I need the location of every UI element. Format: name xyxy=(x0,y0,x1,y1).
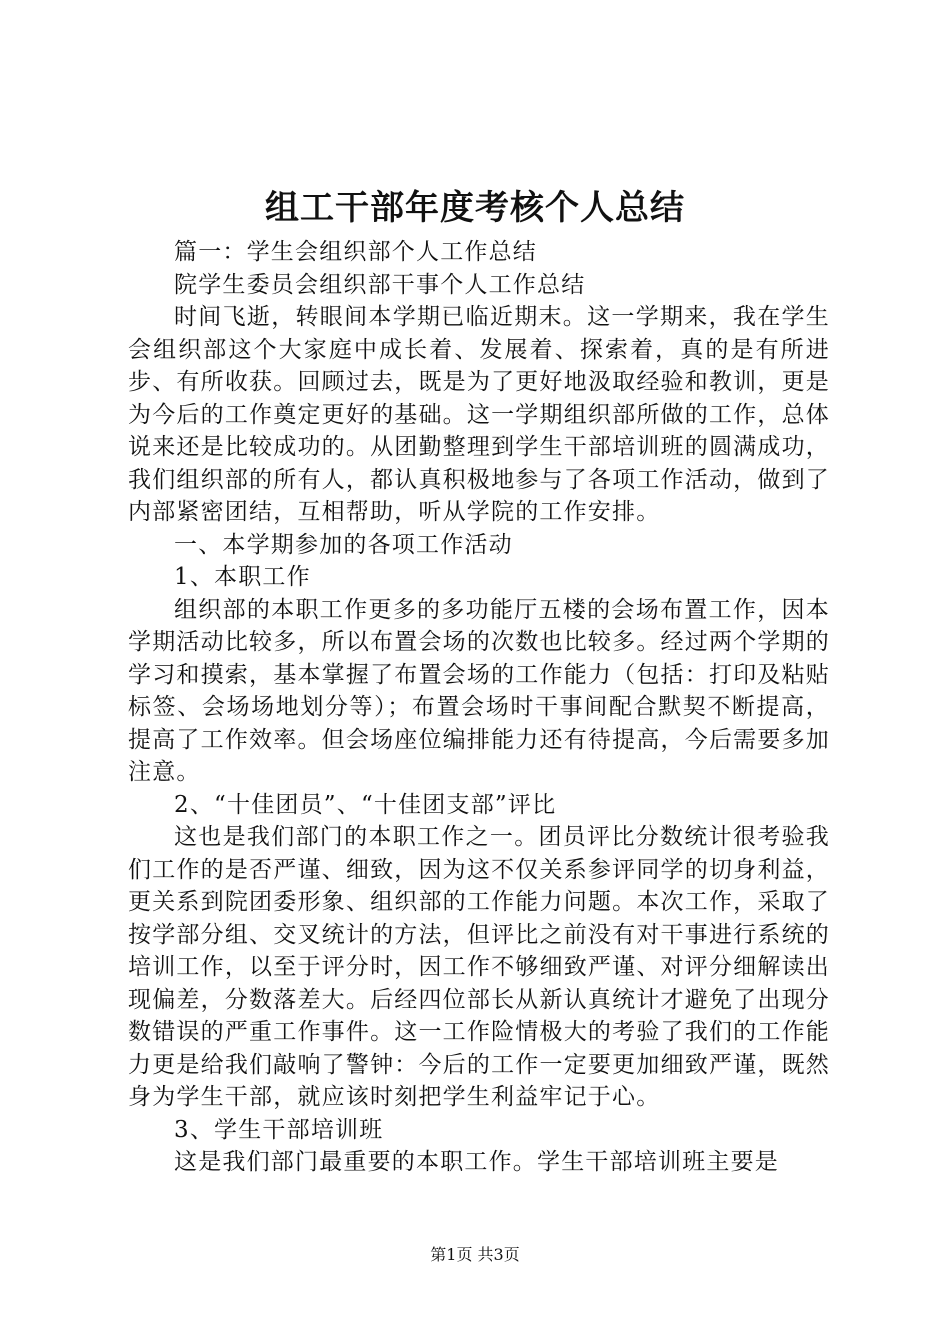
section-heading: 篇一：学生会组织部个人工作总结 xyxy=(174,239,537,265)
section-heading: 一、本学期参加的各项工作活动 xyxy=(174,531,513,558)
document-title: 组工干部年度考核个人总结 xyxy=(265,188,685,228)
paragraph: 这也是我们部门的本职工作之一。团员评比分数统计很考验我们工作的是否严谨、细致，因为这不仅关系参评同学的切身利益，更关系到院团委形象、组织部的工作能力问题。本次工作，采取了按学部分组、交叉统计的方法，但评比之前没有对干事进行系统的培训工作，以至于评分时，因工作不够细致严谨、对评分细解读出现偏差，分数落差大。后经四位部长从新认真统计才避免了出现分数错误的严重工作事件。这一工作险情极大的考验了我们的工作能力更是给我们敲响了警钟：今后的工作一定要更加细致严谨，既然身为学生干部，就应该时刻把学生利益牢记于心。 xyxy=(128,824,830,1110)
document-body xyxy=(128,236,830,1179)
subsection-heading: 2、“十佳团员”、“十佳团支部”评比 xyxy=(174,791,557,818)
paragraph: 组织部的本职工作更多的多功能厅五楼的会场布置工作，因本学期活动比较多，所以布置会场的次数也比较多。经过两个学期的学习和摸索，基本掌握了布置会场的工作能力（包括：打印及粘贴标签、会场场地划分等）；布置会场时干事间配合默契不断提高，提高了工作效率。但会场座位编排能力还有待提高，今后需要多加注意。 xyxy=(128,596,830,785)
subsection-heading: 3、学生干部培训班 xyxy=(174,1116,384,1143)
subtitle: 院学生委员会组织部干事个人工作总结 xyxy=(174,271,586,298)
paragraph: 时间飞逝，转眼间本学期已临近期末。这一学期来，我在学生会组织部这个大家庭中成长着、发展着、探索着，真的是有所进步、有所收获。回顾过去，既是为了更好地汲取经验和教训，更是为今后的工作奠定更好的基础。这一学期组织部所做的工作，总体说来还是比较成功的。从团勤整理到学生干部培训班的圆满成功，我们组织部的所有人，都认真积极地参与了各项工作活动，做到了内部紧密团结，互相帮助，听从学院的工作安排。 xyxy=(128,304,830,525)
paragraph: 这是我们部门最重要的本职工作。学生干部培训班主要是 xyxy=(174,1149,779,1175)
page-footer: 第1页 共3页 xyxy=(430,1245,520,1264)
subsection-heading: 1、本职工作 xyxy=(174,564,311,590)
